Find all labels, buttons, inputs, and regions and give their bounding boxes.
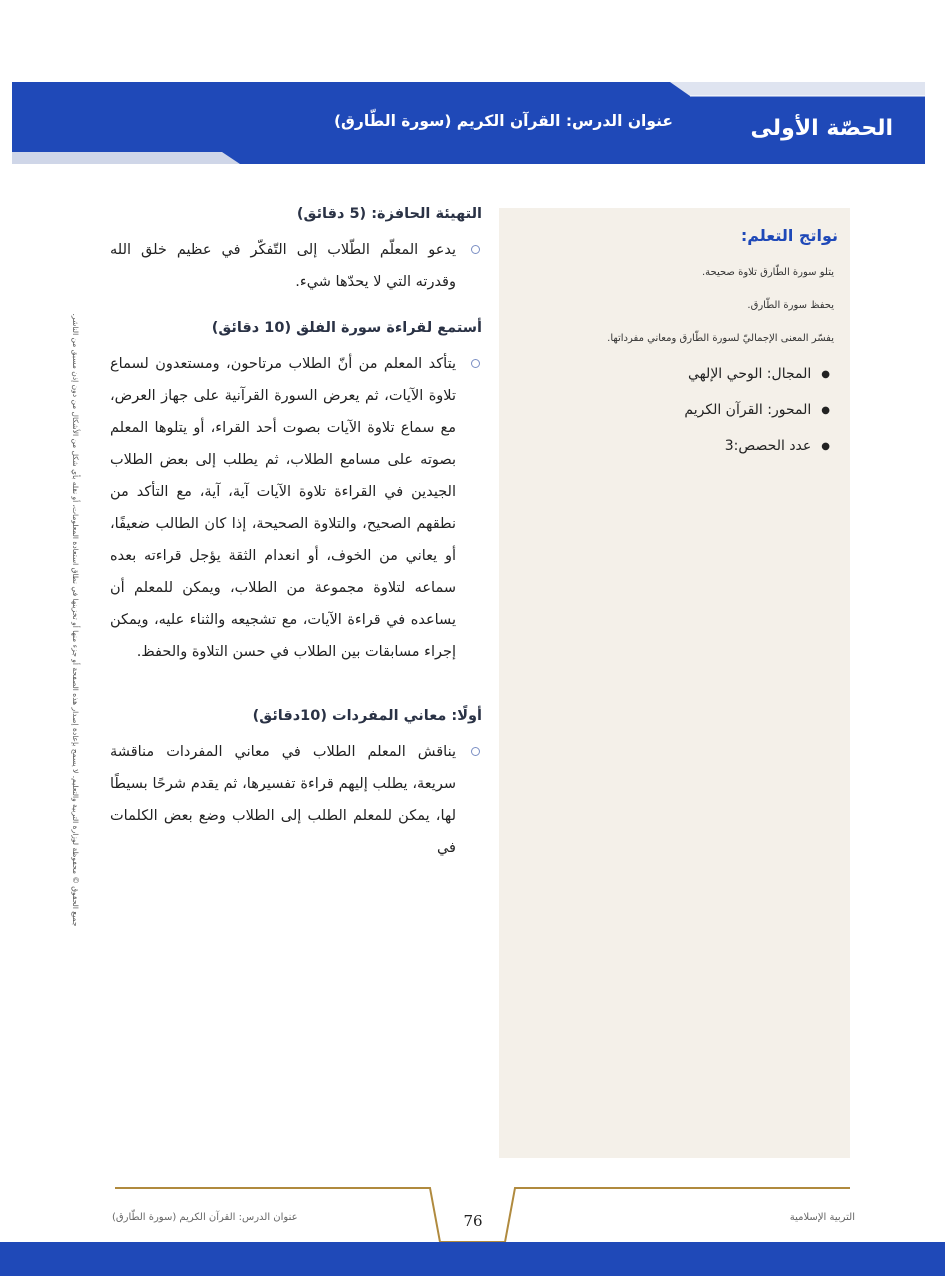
page-number: 76 (463, 1212, 483, 1230)
section-heading: أولًا: معاني المفردات (10دقائق) (252, 708, 482, 724)
outcomes-title: نواتج التعلم: (740, 226, 838, 245)
outcome-item: يحفظ سورة الطّارق. (747, 300, 834, 311)
lesson-meta-list (513, 366, 838, 454)
meta-sessions (513, 438, 838, 454)
section-paragraph (110, 348, 482, 668)
outcome-item: يفسّر المعنى الإجماليّ لسورة الطّارق ومعاني مفرداتها. (607, 333, 834, 344)
section-heading: التهيئة الحافزة: (5 دقائق) (296, 206, 482, 222)
outcome-item: يتلو سورة الطّارق تلاوة صحيحة. (701, 267, 834, 278)
circle-bullet-icon (471, 245, 480, 254)
lesson-body (110, 206, 482, 886)
paragraph-text: يدعو المعلّم الطّلاب إلى التّفكّر في عظيم خلق الله وقدرته التي لا يحدّها شيء. (110, 242, 456, 290)
learning-outcomes-panel (499, 208, 850, 1158)
paragraph-text: يناقش المعلم الطلاب في معاني المفردات مناقشة سريعة، يطلب إليهم قراءة تفسيرها، ثم يقدم شرحًا بسيطًا لها، يمكن للمعلم الطلب إلى الطلاب وضع بعض الكلمات في (110, 744, 456, 856)
lesson-title: عنوان الدرس: القرآن الكريم (سورة الطّارق) (333, 112, 673, 130)
meta-axis-text: المحور: القرآن الكريم (684, 402, 812, 418)
section-heading: أستمع لقراءة سورة الفلق (10 دقائق) (211, 320, 482, 336)
meta-domain-text: المجال: الوحي الإلهي (687, 366, 812, 382)
bullet-icon: ● (821, 404, 830, 416)
header-band (0, 82, 945, 164)
meta-domain (513, 366, 838, 382)
meta-sessions-text: عدد الحصص:3 (724, 438, 812, 454)
bottom-bar (0, 1242, 945, 1276)
section-listening (110, 320, 482, 668)
bullet-icon: ● (821, 368, 830, 380)
circle-bullet-icon (471, 747, 480, 756)
lesson-number: الحصّة الأولى (750, 116, 893, 141)
section-paragraph (110, 736, 482, 864)
section-paragraph (110, 234, 482, 298)
section-vocabulary (110, 708, 482, 864)
section-warmup (110, 206, 482, 298)
paragraph-text: يتأكد المعلم من أنّ الطلاب مرتاحون، ومستعدون لسماع تلاوة الآيات، ثم يعرض السورة القرآنية على جهاز العرض، مع سماع تلاوة الآيات بصوت أحد القراء، أو يتلوها المعلم بصوته على مسامع الطلاب، ثم يطلب إلى بعض الطلاب الجيدين في القراءة تلاوة الآيات آية، آية، مع التأكد من نطقهم الصحيح، والتلاوة الصحيحة، إذا كان الطالب ضعيفًا، أو يعاني من الخوف، أو انعدام الثقة يؤجل قراءته بعده سماعه لتلاوة مجموعة من الطلاب، ويمكن للمعلم أن يساعده في قراءة الآيات، مع تشجيعه والثناء عليه، ويمكن إجراء مسابقات بين الطلاب في حسن التلاوة والحفظ. (110, 356, 456, 660)
footer-lesson-title: عنوان الدرس: القرآن الكريم (سورة الطّارق) (112, 1212, 298, 1223)
circle-bullet-icon (471, 359, 480, 368)
bullet-icon: ● (821, 440, 830, 452)
meta-axis (513, 402, 838, 418)
footer-subject: التربية الإسلامية (789, 1212, 855, 1223)
copyright-text: جميع الحقوق © محفوظة لوزارة التربية والتعليم. لا يسمح بإعادة إصدار هذه الصفحة أو جزء منها أو تخزينها في نطاق استعادة المعلومات، أو نقله بأي شكل من الأشكال من دون إذن مسبق من الناشر. (71, 313, 80, 927)
copyright-notice (62, 230, 82, 1010)
